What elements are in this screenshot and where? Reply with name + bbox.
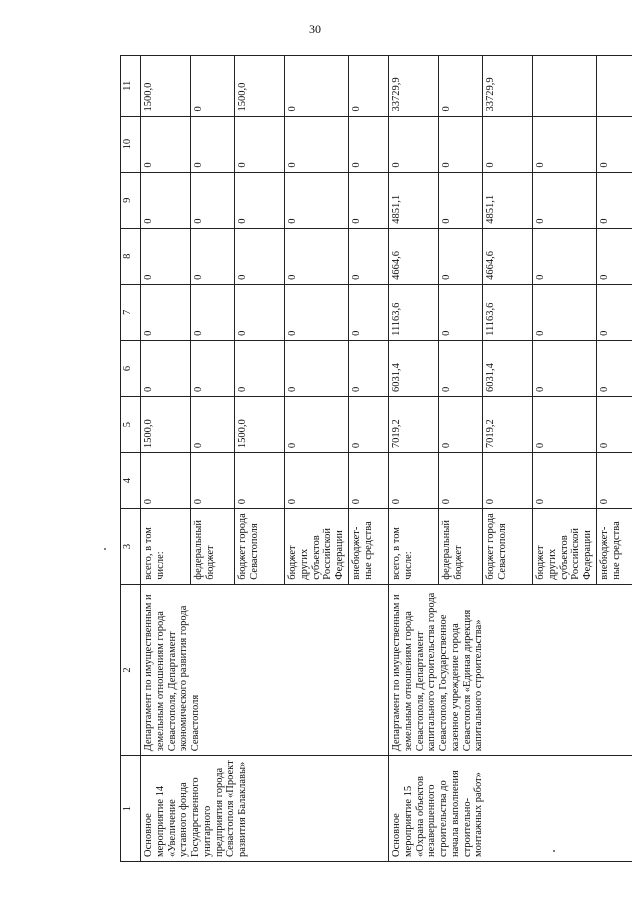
funding-source-cell: бюджет других субъектов Российской Федерации [533,509,597,585]
value-cell: 0 [439,397,483,453]
value-cell: 0 [349,116,389,172]
header-cell: 1 [121,756,141,862]
value-cell: 0 [349,172,389,228]
value-cell: 0 [285,56,349,117]
value-cell: 0 [141,284,191,340]
value-cell: 0 [285,284,349,340]
header-row [121,56,141,862]
value-cell: 4664,6 [389,228,439,284]
funding-source-cell: бюджет города Севастополя [483,509,533,585]
value-cell: 0 [349,453,389,509]
page-number: 30 [309,22,321,36]
value-cell: 0 [533,284,597,340]
value-cell: 0 [439,453,483,509]
value-cell: 0 [389,453,439,509]
value-cell: 0 [285,453,349,509]
funding-source-cell: всего, в том числе: [389,509,439,585]
scan-speck [104,548,106,550]
value-cell: 0 [141,453,191,509]
header-cell: 4 [121,453,141,509]
measure-name-cell: Основное мероприятие 14 «Увеличение уставного фонда Государственного унитарного предприятия города Севастополя «Проект развития Балаклавы» [141,756,389,862]
value-cell: 0 [191,397,235,453]
value-cell: 0 [597,172,632,228]
value-cell: 0 [191,172,235,228]
value-cell: 0 [141,172,191,228]
value-cell: 0 [235,228,285,284]
value-cell: 0 [597,228,632,284]
budget-table-container [120,55,622,862]
value-cell: 0 [235,340,285,396]
value-cell: 0 [191,228,235,284]
value-cell: 0 [439,340,483,396]
value-cell: 0 [597,116,632,172]
value-cell: 0 [285,397,349,453]
header-cell: 7 [121,284,141,340]
rotated-table [120,55,622,862]
value-cell: 0 [191,56,235,117]
value-cell [533,56,597,117]
measure-name-cell: Основное мероприятие 15 «Охрана объектов незавершенного строительства до начала выполнения строительно-монтажных работ» [389,756,632,862]
funding-source-cell: бюджет города Севастополя [235,509,285,585]
value-cell: 11163,6 [483,284,533,340]
value-cell: 1500,0 [141,56,191,117]
value-cell: 0 [285,116,349,172]
value-cell: 7019,2 [483,397,533,453]
value-cell: 6031,4 [389,340,439,396]
value-cell: 11163,6 [389,284,439,340]
header-cell: 6 [121,340,141,396]
value-cell: 0 [235,284,285,340]
value-cell: 0 [439,116,483,172]
value-cell: 0 [349,56,389,117]
header-cell: 9 [121,172,141,228]
value-cell: 0 [483,453,533,509]
value-cell: 0 [191,340,235,396]
scan-speck [553,850,555,852]
value-cell: 0 [349,340,389,396]
value-cell: 0 [389,116,439,172]
value-cell: 0 [439,228,483,284]
executors-cell: Департамент по имущественным и земельным отношениям города Севастополя, Департамент экономического развития города Севастополя [141,584,389,756]
value-cell [597,56,632,117]
value-cell: 0 [285,172,349,228]
value-cell: 4851,1 [483,172,533,228]
value-cell: 0 [533,116,597,172]
value-cell: 0 [597,340,632,396]
value-cell: 0 [533,453,597,509]
budget-table [120,55,632,862]
value-cell: 0 [349,284,389,340]
value-cell: 0 [439,284,483,340]
funding-source-cell: федеральный бюджет [191,509,235,585]
value-cell: 0 [439,172,483,228]
funding-source-cell: бюджет других субъектов Российской Федерации [285,509,349,585]
value-cell: 0 [533,340,597,396]
header-cell: 5 [121,397,141,453]
value-cell: 0 [597,453,632,509]
value-cell: 0 [597,397,632,453]
value-cell: 0 [235,116,285,172]
executors-cell: Департамент по имущественным и земельным отношениям города Севастополя, Департамент капитального строительства города Севастополя, Государственное казенное учреждение города Севастополя «Единая дирекция капитального строительства» [389,584,632,756]
header-cell: 10 [121,116,141,172]
funding-source-cell: всего, в том числе: [141,509,191,585]
header-cell: 3 [121,509,141,585]
value-cell: 7019,2 [389,397,439,453]
value-cell: 0 [285,228,349,284]
value-cell: 0 [191,116,235,172]
value-cell: 0 [483,116,533,172]
value-cell: 0 [141,116,191,172]
value-cell: 0 [349,228,389,284]
header-cell: 2 [121,584,141,756]
value-cell: 0 [141,340,191,396]
value-cell: 0 [533,228,597,284]
value-cell: 0 [191,284,235,340]
value-cell: 4664,6 [483,228,533,284]
value-cell: 0 [141,228,191,284]
value-cell: 1500,0 [235,397,285,453]
value-cell: 0 [191,453,235,509]
header-cell: 8 [121,228,141,284]
table-row [389,56,439,862]
header-cell: 11 [121,56,141,117]
value-cell: 33729,9 [389,56,439,117]
funding-source-cell: внебюджет-ные средства [597,509,632,585]
value-cell: 0 [439,56,483,117]
value-cell: 0 [533,397,597,453]
value-cell: 0 [597,284,632,340]
value-cell: 0 [235,172,285,228]
value-cell: 1500,0 [235,56,285,117]
funding-source-cell: внебюджет-ные средства [349,509,389,585]
funding-source-cell: федеральный бюджет [439,509,483,585]
value-cell: 0 [235,453,285,509]
value-cell: 6031,4 [483,340,533,396]
value-cell: 0 [285,340,349,396]
value-cell: 0 [533,172,597,228]
value-cell: 4851,1 [389,172,439,228]
value-cell: 0 [349,397,389,453]
value-cell: 1500,0 [141,397,191,453]
table-row [141,56,191,862]
value-cell: 33729,9 [483,56,533,117]
